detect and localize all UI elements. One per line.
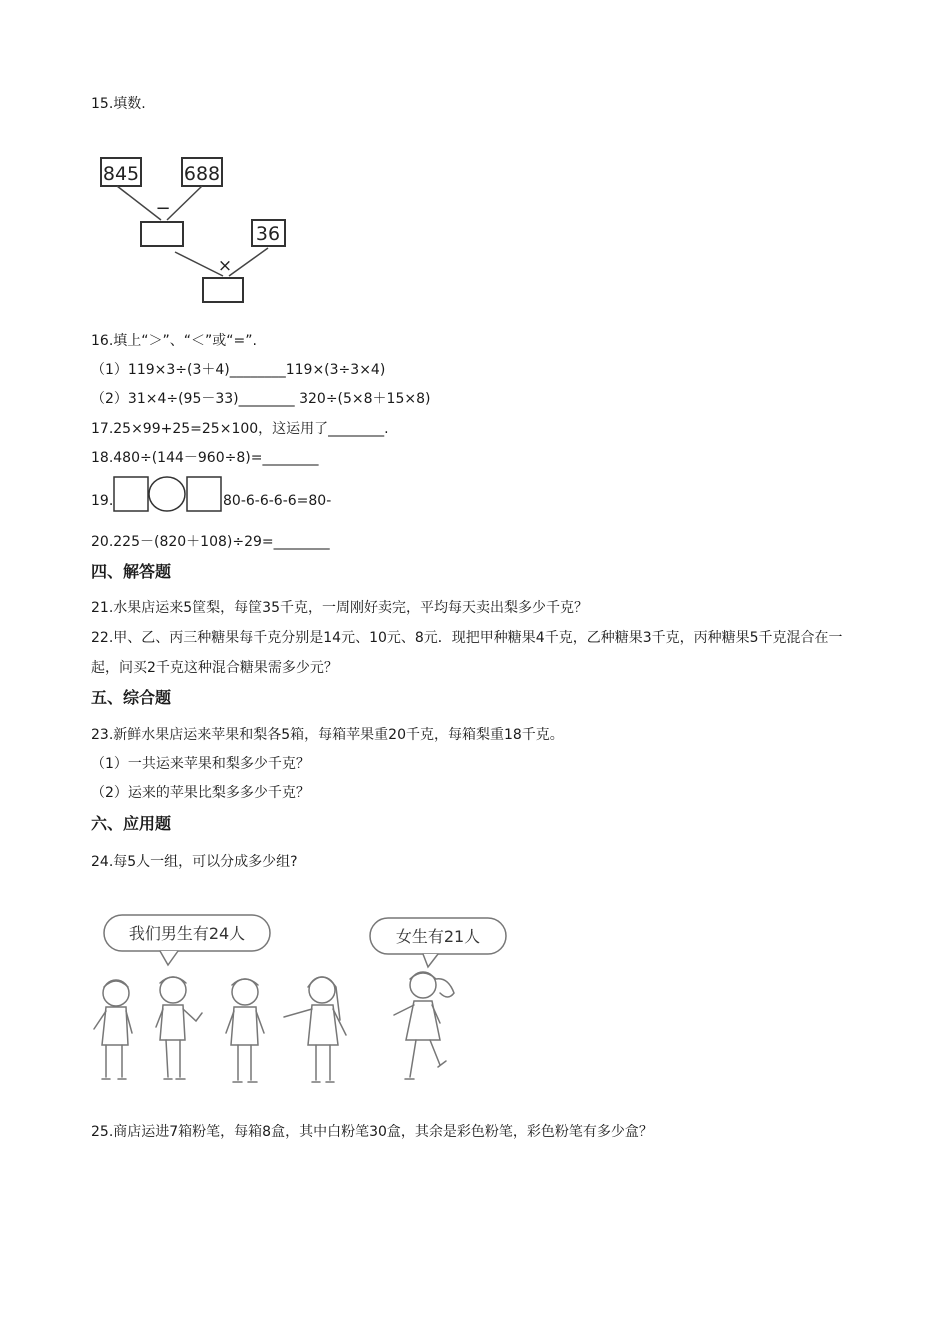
q23-text: 23.新鲜水果店运来苹果和梨各5箱，每箱苹果重20千克，每箱梨重18千克。 xyxy=(91,727,564,743)
circle-shape xyxy=(149,477,185,511)
q23-item-2: （2）运来的苹果比梨多多少千克？ xyxy=(91,785,310,801)
q15-text: 15.填数. xyxy=(91,96,146,112)
q19-suffix: 80-6-6-6-6=80- xyxy=(223,493,332,509)
child-figure-3 xyxy=(226,979,264,1082)
answer-box-2 xyxy=(203,278,243,302)
q24-text: 24.每5人一组，可以分成多少组? xyxy=(91,854,298,870)
bubble-text-girls: 女生有21人 xyxy=(395,927,481,946)
q17-text: 17.25×99+25=25×100，这运用了________. xyxy=(91,421,389,437)
num-36: 36 xyxy=(255,223,281,245)
q25-text: 25.商店运进7箱粉笔，每箱8盒，其中白粉笔30盒，其余是彩色粉笔，彩色粉笔有多少盒？ xyxy=(91,1124,653,1140)
num-688: 688 xyxy=(183,163,221,185)
section4-title: 四、解答题 xyxy=(91,562,172,581)
q19-prefix: 19. xyxy=(91,493,114,509)
num-845: 845 xyxy=(102,163,140,185)
square-shape-2 xyxy=(187,477,221,511)
children-illustration xyxy=(88,905,518,1090)
child-figure-2 xyxy=(156,977,202,1079)
q19-shapes xyxy=(113,475,225,513)
child-figure-5 xyxy=(394,972,454,1079)
q16-item-1: （1）119×3÷(3＋4)________119×(3÷3×4) xyxy=(91,362,386,378)
q23-item-1: （1）一共运来苹果和梨多少千克？ xyxy=(91,756,310,772)
child-figure-1 xyxy=(94,980,132,1079)
square-shape-1 xyxy=(114,477,148,511)
times-sign: × xyxy=(217,256,233,276)
q16-text: 16.填上“＞”、“＜”或“=”. xyxy=(91,333,257,349)
q16-item-2: （2）31×4÷(95－33)________ 320÷(5×8＋15×8) xyxy=(91,391,431,407)
q21-text: 21.水果店运来5筐梨，每筐35千克，一周刚好卖完，平均每天卖出梨多少千克？ xyxy=(91,600,588,616)
q22-text: 22.甲、乙、丙三种糖果每千克分别是14元、10元、8元．现把甲种糖果4千克，乙种糖果3千克，丙种糖果5千克混合在一起，问买2千克这种混合糖果需多少元？ xyxy=(91,630,843,676)
answer-box-1 xyxy=(141,222,183,246)
bubble-text-boys: 我们男生有24人 xyxy=(128,924,246,943)
section6-title: 六、应用题 xyxy=(91,814,172,833)
minus-sign: − xyxy=(155,198,171,219)
child-figure-4 xyxy=(284,977,346,1082)
section5-title: 五、综合题 xyxy=(91,688,172,707)
q18-text: 18.480÷(144－960÷8)=________ xyxy=(91,450,319,466)
q20-text: 20.225－(820＋108)÷29=________ xyxy=(91,534,330,550)
q15-diagram xyxy=(95,150,295,310)
